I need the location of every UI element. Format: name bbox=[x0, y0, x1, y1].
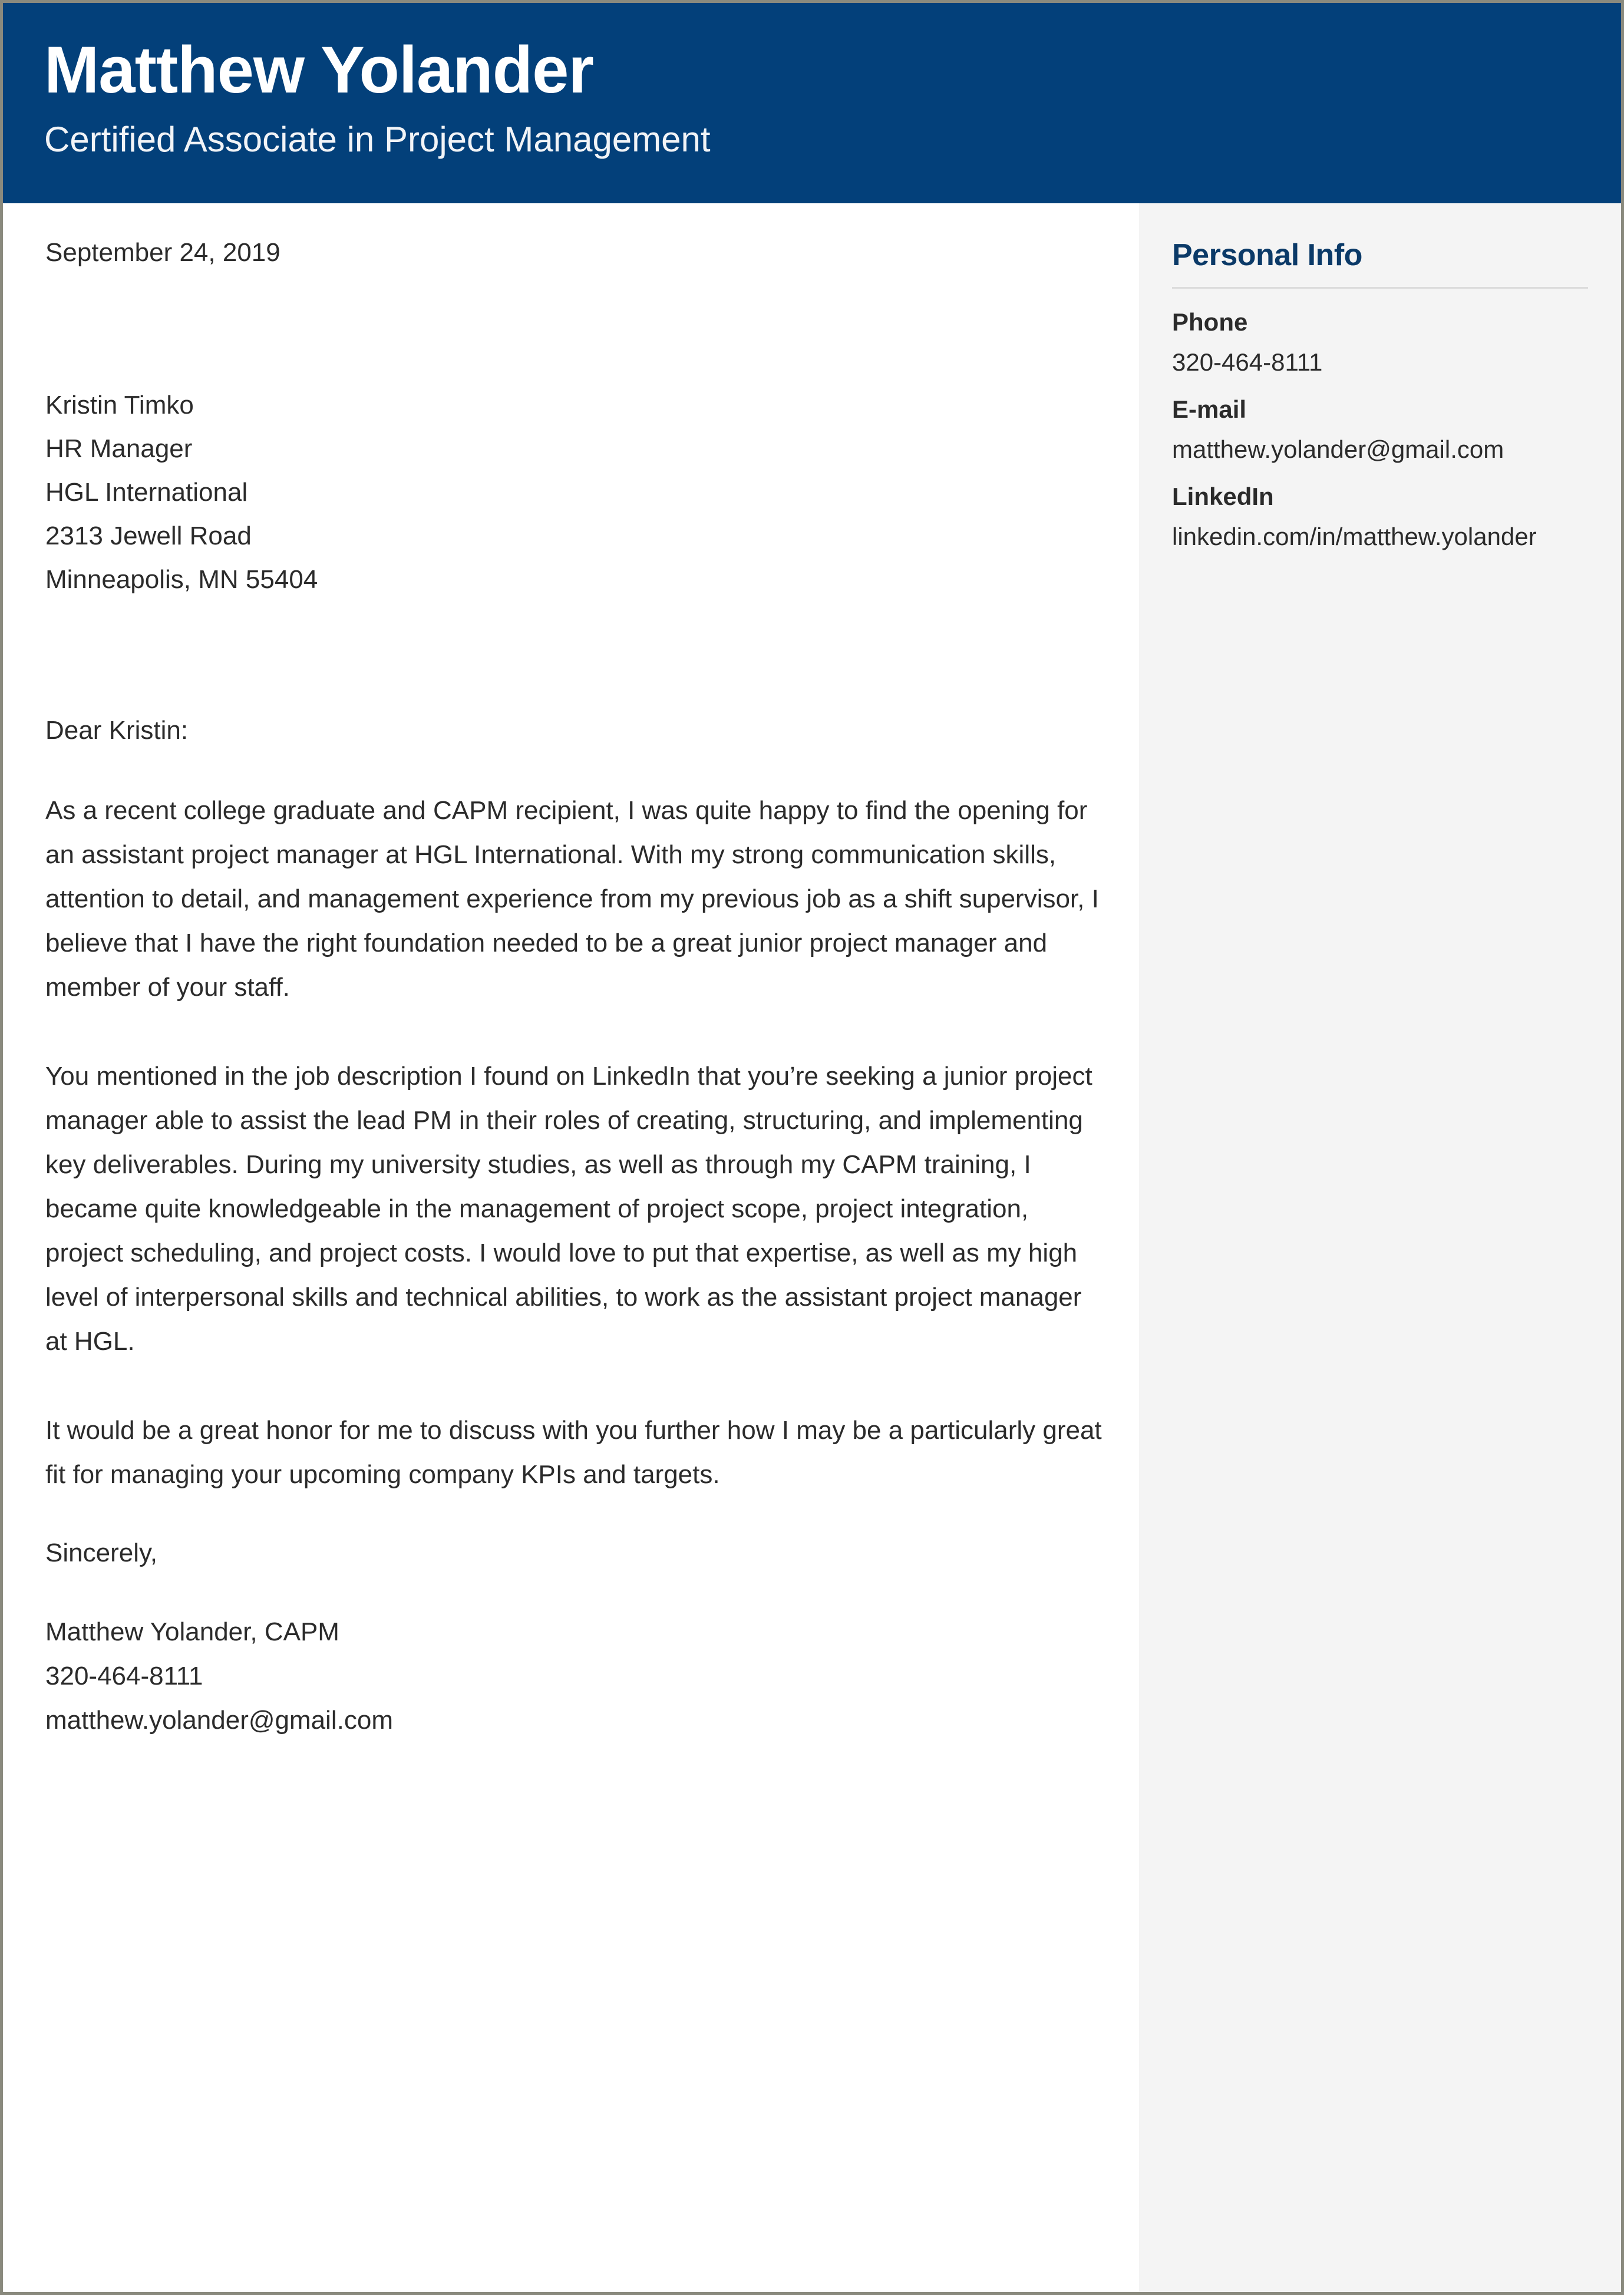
signature-email: matthew.yolander@gmail.com bbox=[45, 1706, 394, 1735]
letter-date: September 24, 2019 bbox=[45, 238, 280, 267]
info-item-phone bbox=[1172, 310, 1588, 375]
letter-closing: Sincerely, bbox=[45, 1538, 157, 1567]
recipient-street: 2313 Jewell Road bbox=[45, 521, 252, 550]
recipient-address-block bbox=[45, 384, 1104, 602]
recipient-title: HR Manager bbox=[45, 434, 193, 463]
info-label-linkedin: LinkedIn bbox=[1172, 483, 1274, 510]
sidebar-heading-divider bbox=[1172, 287, 1588, 289]
recipient-company: HGL International bbox=[45, 478, 248, 507]
info-item-email bbox=[1172, 397, 1588, 462]
info-value-phone[interactable]: 320-464-8111 bbox=[1172, 348, 1323, 376]
signature-block bbox=[45, 1610, 1104, 1742]
salutation: Dear Kristin: bbox=[45, 716, 189, 745]
info-label-phone: Phone bbox=[1172, 308, 1248, 336]
sidebar-heading: Personal Info bbox=[1172, 238, 1362, 272]
info-value-email[interactable]: matthew.yolander@gmail.com bbox=[1172, 435, 1504, 463]
letter-body-column bbox=[3, 203, 1139, 2292]
info-value-linkedin[interactable]: linkedin.com/in/matthew.yolander bbox=[1172, 523, 1537, 550]
letter-paragraph-3: It would be a great honor for me to discuss with you further how I may be a particularly great fit for managing your upcoming company KPIs and targets. bbox=[45, 1416, 1102, 1489]
letter-header-banner bbox=[3, 3, 1621, 203]
recipient-city-state-zip: Minneapolis, MN 55404 bbox=[45, 565, 318, 594]
recipient-name: Kristin Timko bbox=[45, 391, 194, 420]
info-item-linkedin bbox=[1172, 484, 1588, 549]
page-content bbox=[3, 203, 1621, 2292]
info-label-email: E-mail bbox=[1172, 395, 1247, 423]
letter-paragraph-2: You mentioned in the job description I found on LinkedIn that you’re seeking a junior project manager able to assist the lead PM in their roles of creating, structuring, and implementing key deliverables. During my university studies, as well as through my CAPM training, I became quite knowledgeable in the management of project scope, project integration, project scheduling, and project costs. I would love to put that expertise, as well as my high level of interpersonal skills and technical abilities, to work as the assistant project manager at HGL. bbox=[45, 1062, 1092, 1356]
personal-info-sidebar bbox=[1139, 203, 1621, 2292]
signature-name: Matthew Yolander, CAPM bbox=[45, 1617, 339, 1646]
letter-paragraph-1: As a recent college graduate and CAPM recipient, I was quite happy to find the opening for an assistant project manager at HGL International. With my strong communication skills, attention to detail, and management experience from my previous job as a shift supervisor, I believe that I have the right foundation needed to be a great junior project manager and member of your staff. bbox=[45, 796, 1099, 1002]
signature-phone: 320-464-8111 bbox=[45, 1662, 203, 1690]
page-title: Matthew Yolander bbox=[44, 33, 594, 107]
header-subtitle: Certified Associate in Project Management bbox=[44, 120, 711, 159]
